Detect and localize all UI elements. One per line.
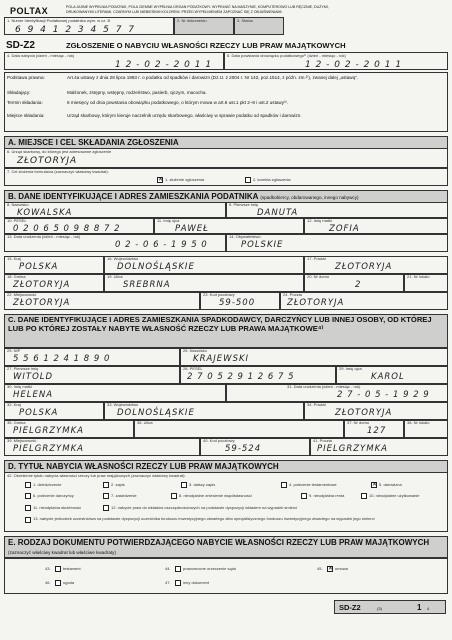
b-pesel-label: 10. PESEL [7, 218, 27, 223]
opt-donor-order-label: 6. polecenie darczyńcy [33, 493, 74, 498]
footer-page-number: 1 [417, 603, 422, 612]
opt-45-number: 45. [317, 566, 323, 571]
b-town-label: 22. Miejscowość [7, 292, 37, 297]
c-house-value: 127 [367, 425, 387, 436]
b-street-value: SREBRNA [123, 279, 171, 290]
footer-version: (3) [377, 606, 382, 611]
opt-co-ownership-checkbox[interactable] [171, 493, 177, 499]
b-commune-value: ZŁOTORYJA [13, 279, 71, 290]
b-firstname-value: DANUTA [257, 207, 299, 218]
b-post-value: ZŁOTORYJA [287, 297, 345, 308]
c-voivodeship-field[interactable] [104, 402, 304, 420]
legal-key-2: Składający: [7, 90, 31, 95]
c-zip-label: 40. Kod pocztowy [203, 438, 235, 443]
purpose-label: 7. Cel złożenia formularza (zaznaczyć właściwy kwadrat): [7, 169, 109, 174]
opt-inheritance-checkbox[interactable] [25, 482, 31, 488]
b-surname-field[interactable] [4, 202, 226, 218]
opt-donor-order-checkbox[interactable] [25, 493, 31, 499]
section-b-title: B. DANE IDENTYFIKUJĄCE I ADRES ZAMIESZKANIA PODATNIKA [8, 192, 259, 201]
b-county-field[interactable] [304, 256, 448, 274]
b-house-label: 20. Nr domu [307, 274, 330, 279]
b-birthdate-field[interactable] [4, 234, 226, 252]
c-mother-value: HELENA [13, 389, 54, 400]
document-type-field [4, 558, 448, 594]
opt-bequest-checkbox[interactable] [103, 482, 109, 488]
legal-value-3: 6 miesięcy od dnia powstania obowiązku podatkowego, o którym mowa w art.6 ust.1 pkt 2–8 i ust.2 ustawy³⁾. [67, 100, 288, 105]
doc-number-label: 2. Nr dokumentu [177, 18, 207, 23]
b-voivodeship-field[interactable] [104, 256, 304, 274]
b-flat-field[interactable] [404, 274, 448, 292]
header-note-1: POLA JASNE WYPEŁNIA PODATNIK, POLA CIEMNE WYPEŁNIA ORGAN PODATKOWY. WYPEŁNIĆ NA MASZYNIE, KOMPUTEROWO LUB RĘCZNIE, DUŻYMI, [66, 5, 329, 9]
c-birthdate-value: 2 7 - 0 5 - 1 9 2 9 [337, 389, 430, 400]
c-voivodeship-value: DOLNOŚLĄSKIE [117, 407, 195, 418]
b-commune-field[interactable] [4, 274, 104, 292]
legal-key-1: Podstawa prawna: [7, 75, 45, 80]
c-commune-label: 35. Gmina [7, 420, 26, 425]
c-birthdate-field[interactable] [226, 384, 448, 402]
legal-value-4: Urząd skarbowy, którym kieruje naczelnik urzędu skarbowego, właściwy w sprawie podatku od spadków i darowizn. [67, 113, 302, 118]
opt-other-doc-checkbox[interactable] [175, 580, 181, 586]
c-country-value: POLSKA [19, 407, 59, 418]
opt-settlement-checkbox[interactable] [55, 580, 61, 586]
c-town-value: PIELGRZYMKA [13, 443, 84, 454]
nip-label: 1. Numer Identyfikacji Podatkowej podatnika wym. w cz. B [7, 18, 111, 23]
c-street-field[interactable] [134, 420, 344, 438]
opt-47-number: 47. [165, 580, 171, 585]
status-field [234, 17, 284, 35]
b-country-field[interactable] [4, 256, 104, 274]
opt-donation-checkbox[interactable]: ✕ [372, 482, 378, 488]
purpose-option-2-label: 2. korekta zgłoszenia [253, 177, 291, 182]
opt-usufruct-checkbox[interactable] [361, 493, 367, 499]
b-pesel-value: 0 2 0 6 5 0 9 8 8 7 2 [13, 223, 121, 234]
c-surname-value: KRAJEWSKI [193, 353, 250, 364]
c-town-label: 39. Miejscowość [7, 438, 37, 443]
c-post-value: PIELGRZYMKA [317, 443, 388, 454]
b-voivodeship-label: 16. Województwo [107, 256, 139, 261]
c-flat-field[interactable] [404, 420, 448, 438]
opt-testament-checkbox[interactable] [55, 566, 61, 572]
c-pesel-label: 28. PESEL [183, 366, 203, 371]
c-flat-label: 38. Nr lokalu [407, 420, 430, 425]
acquisition-title-field [4, 472, 448, 532]
b-country-label: 15. Kraj [7, 256, 21, 261]
c-father-field[interactable] [336, 366, 448, 384]
date-obligation-value: 1 2 - 0 2 - 2 0 1 1 [305, 59, 403, 70]
doc-number-field [174, 17, 234, 35]
opt-donation-label: 5. darowizna [379, 482, 402, 487]
c-firstname-value: WITOLD [13, 371, 54, 382]
b-town-value: ZŁOTORYJA [13, 297, 71, 308]
nip-field[interactable] [4, 17, 174, 35]
opt-easement-label: 11. nieodpłatna służebność [33, 505, 82, 510]
opt-court-ruling-checkbox[interactable] [175, 566, 181, 572]
opt-settlement-label: ugoda [63, 580, 75, 585]
section-e-note: (zaznaczyć właściwy kwadrat lub właściwe kwadraty) [8, 550, 116, 555]
b-firstname-field[interactable] [226, 202, 448, 218]
c-commune-value: PIELGRZYMKA [13, 425, 84, 436]
section-b-note: (spadkobiercy, obdarowanego, innego nabywcy) [260, 195, 359, 200]
b-post-label: 24. Poczta [283, 292, 302, 297]
section-a-header: A. MIEJSCE I CEL SKŁADANIA ZGŁOSZENIA [4, 136, 448, 149]
c-post-field[interactable] [310, 438, 448, 456]
opt-annuity-label: 9. nieodpłatna renta [309, 493, 345, 498]
section-e-title: E. RODZAJ DOKUMENTU POTWIERDZAJĄCEGO NABYCIE WŁASNOŚCI RZECZY LUB PRAW MAJĄTKOWYCH [8, 538, 430, 547]
form-title: ZGŁOSZENIE O NABYCIU WŁASNOŚCI RZECZY LUB PRAW MAJĄTKOWYCH [66, 41, 346, 50]
opt-46-number: 46. [45, 580, 51, 585]
c-nip-field[interactable] [4, 348, 180, 366]
date-obligation-field[interactable] [224, 52, 448, 70]
opt-co-ownership-label: 8. nieodpłatne zniesienie współwłasności [179, 493, 252, 498]
opt-testament-label: testament [63, 566, 81, 571]
b-house-field[interactable] [304, 274, 404, 292]
c-pesel-field[interactable] [180, 366, 336, 384]
c-nip-label: 25. NIP [7, 348, 21, 353]
date-acquired-label: 4. Data nabycia (dzień - miesiąc - rok) [7, 53, 75, 58]
b-citizenship-label: 14. Obywatelstwo [229, 234, 261, 239]
b-town-field[interactable] [4, 292, 200, 310]
opt-bequest-label: 2. zapis [111, 482, 125, 487]
c-commune-field[interactable] [4, 420, 134, 438]
footer-code-box [334, 600, 446, 614]
c-pesel-value: 2 7 0 5 2 9 1 2 6 7 5 [187, 371, 295, 382]
nip-value: 6 9 4 1 2 3 4 5 7 7 [15, 24, 137, 35]
c-zip-value: 59-524 [225, 443, 262, 454]
b-post-field[interactable] [280, 292, 448, 310]
footer-page-total: 4 [427, 606, 430, 611]
form-code: SD-Z2 [6, 40, 35, 51]
c-voivodeship-label: 33. Województwo [107, 402, 139, 407]
c-surname-field[interactable] [180, 348, 448, 366]
c-county-value: ZŁOTORYJA [335, 407, 393, 418]
b-mother-field[interactable] [304, 218, 448, 234]
opt-prescription-label: 7. zasiedzenie [111, 493, 137, 498]
opt-savings-label: 12. nabycie praw do wkładów oszczędnościowych na podstawie dyspozycji wkładem na wypadek śmierci [111, 505, 298, 510]
b-father-value: PAWEŁ [175, 223, 209, 234]
legal-key-3: Termin składania: [7, 100, 43, 105]
c-town-field[interactable] [4, 438, 200, 456]
c-country-field[interactable] [4, 402, 104, 420]
b-commune-label: 18. Gmina [7, 274, 26, 279]
b-county-value: ZŁOTORYJA [335, 261, 393, 272]
poltax-logo: POLTAX [10, 6, 49, 16]
b-firstname-label: 9. Pierwsze imię [229, 202, 259, 207]
date-acquired-field[interactable] [4, 52, 224, 70]
opt-fund-units-label: 13. nabycie jednostek uczestnictwa na podstawie dyspozycji uczestnika funduszu inwestycyjnego otwartego albo specjalistycznego funduszu inwestycyjnego otwartego na wypadek jego śmierci [33, 516, 375, 521]
c-firstname-label: 27. Pierwsze imię [7, 366, 39, 371]
date-acquired-value: 1 2 - 0 2 - 2 0 1 1 [115, 59, 213, 70]
c-nip-value: 5 5 6 1 2 4 1 8 9 0 [13, 353, 111, 364]
purpose-field [4, 168, 448, 186]
b-county-label: 17. Powiat [307, 256, 326, 261]
b-zip-field[interactable] [200, 292, 280, 310]
b-street-label: 19. Ulica [107, 274, 123, 279]
opt-inheritance-label: 1. dziedziczenie [33, 482, 62, 487]
date-obligation-label: 5. Data powstania obowiązku podatkowego¹⁾ (dzień - miesiąc - rok) [227, 53, 346, 58]
legal-value-1: Art.4a ustawy z dnia 28 lipca 1983 r. o podatku od spadków i darowizn (Dz.U. z 2004 r. Nr 142, poz.1514, z późn. zm.²⁾), zwanej dalej „ustawą”. [67, 75, 358, 80]
c-surname-label: 26. Nazwisko [183, 348, 207, 353]
c-father-value: KAROL [371, 371, 405, 382]
purpose-option-1-label: 1. złożenie zgłoszenia [165, 177, 205, 182]
c-firstname-field[interactable] [4, 366, 180, 384]
purpose-option-1-checkbox[interactable]: ✕ [158, 177, 164, 183]
footer-form-code: SD-Z2 [339, 603, 361, 612]
header-note-2: DRUKOWANYMI LITERAMI, CZARNYM LUB NIEBIESKIM KOLOREM. PRZED WYPEŁNIENIEM ZAPOZNAĆ SIĘ Z OBJAŚNIENIAMI. [66, 10, 283, 14]
c-house-field[interactable] [344, 420, 404, 438]
b-mother-value: ZOFIA [329, 223, 360, 234]
b-birthdate-label: 13. Data urodzenia (dzień - miesiąc - rok) [7, 234, 81, 239]
b-father-field[interactable] [154, 218, 304, 234]
opt-testamentary-order-checkbox[interactable] [281, 482, 287, 488]
c-mother-label: 30. Imię matki [7, 384, 32, 389]
c-birthdate-label: 31. Data urodzenia (dzień - miesiąc - rok) [287, 384, 361, 389]
opt-court-ruling-label: prawomocne orzeczenie sądu [183, 566, 237, 571]
b-pesel-field[interactable] [4, 218, 154, 234]
c-post-label: 41. Poczta [313, 438, 332, 443]
opt-further-bequest-label: 3. dalszy zapis [189, 482, 216, 487]
c-house-label: 37. Nr domu [347, 420, 370, 425]
c-zip-field[interactable] [200, 438, 310, 456]
b-surname-value: KOWALSKA [17, 207, 73, 218]
tax-office-label: 6. Urząd skarbowy, do którego jest adresowane zgłoszenie [7, 149, 112, 154]
opt-agreement-label: umowa [335, 566, 348, 571]
b-country-value: POLSKA [19, 261, 59, 272]
opt-fund-units-checkbox[interactable] [25, 517, 31, 523]
b-mother-label: 12. Imię matki [307, 218, 332, 223]
opt-other-doc-label: inny dokument [183, 580, 210, 585]
c-county-field[interactable] [304, 402, 448, 420]
section-c-header: C. DANE IDENTYFIKUJĄCE I ADRES ZAMIESZKANIA SPADKODAWCY, DARCZYŃCY LUB INNEJ OSOBY, OD KTÓREJ LUB PO KTÓREJ ZOSTAŁY NABYTE WŁASNOŚĆ RZECZY LUB PRAWA MAJĄTKOWE⁴⁾ [4, 314, 448, 348]
opt-easement-checkbox[interactable] [25, 505, 31, 511]
opt-testamentary-order-label: 4. polecenie testamentowe [289, 482, 337, 487]
b-house-value: 2 [355, 279, 362, 290]
opt-savings-checkbox[interactable] [103, 505, 109, 511]
legal-value-2: Małżonek, zstępny, wstępny, rodzeństwo, pasierb, ojczym, macocha. [67, 90, 207, 95]
b-father-label: 11. Imię ojca [157, 218, 180, 223]
opt-43-number: 43. [45, 566, 51, 571]
tax-office-value: ZŁOTORYJA [17, 155, 78, 166]
legal-key-4: Miejsce składania: [7, 113, 45, 118]
opt-agreement-checkbox[interactable]: ✕ [328, 566, 334, 572]
b-voivodeship-value: DOLNOŚLĄSKIE [117, 261, 195, 272]
c-street-label: 36. Ulica [137, 420, 153, 425]
b-street-field[interactable] [104, 274, 304, 292]
b-birthdate-value: 0 2 - 0 6 - 1 9 5 0 [115, 239, 208, 250]
b-citizenship-value: POLSKIE [241, 239, 284, 250]
c-mother-field[interactable] [4, 384, 226, 402]
opt-44-number: 44. [165, 566, 171, 571]
b-flat-label: 21. Nr lokalu [407, 274, 430, 279]
section-e-header [4, 536, 448, 558]
legal-info-box [4, 72, 448, 132]
c-county-label: 34. Powiat [307, 402, 326, 407]
status-label: 3. Status [237, 18, 253, 23]
acquisition-title-label: 42. Określenie tytułu nabycia własności rzeczy lub praw majątkowych (zaznaczyć właściwy kwadrat): [7, 473, 186, 478]
c-father-label: 29. Imię ojca [339, 366, 362, 371]
c-country-label: 32. Kraj [7, 402, 21, 407]
tax-office-field[interactable] [4, 148, 448, 168]
opt-further-bequest-checkbox[interactable] [181, 482, 187, 488]
opt-annuity-checkbox[interactable] [301, 493, 307, 499]
b-zip-value: 59-500 [219, 297, 256, 308]
b-zip-label: 23. Kod pocztowy [203, 292, 235, 297]
purpose-option-2-checkbox[interactable] [245, 177, 251, 183]
section-d-header: D. TYTUŁ NABYCIA WŁASNOŚCI RZECZY LUB PRAW MAJĄTKOWYCH [4, 460, 448, 473]
b-citizenship-field[interactable] [226, 234, 448, 252]
opt-prescription-checkbox[interactable] [103, 493, 109, 499]
b-surname-label: 8. Nazwisko [7, 202, 29, 207]
opt-usufruct-label: 10. nieodpłatne użytkowanie [369, 493, 420, 498]
